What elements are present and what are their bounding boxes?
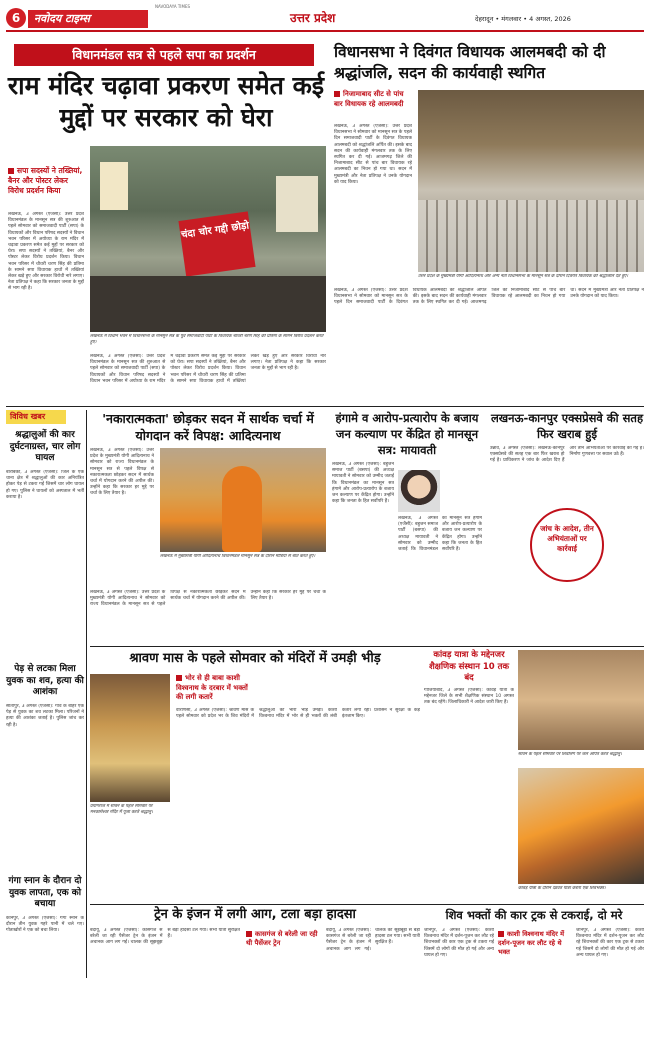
story6-headline: श्रावण मास के पहले सोमवार को मंदिरों में उमड़ी भीड़ bbox=[129, 651, 381, 666]
story2-subpoint: निजामाबाद सीट से पांच बार विधायक रहे आलमबदी bbox=[334, 90, 404, 108]
divider-h2 bbox=[90, 646, 644, 647]
story5-headline: लखनऊ-कानपुर एक्सप्रेसवे की सतह फिर खराब हुई bbox=[490, 411, 644, 441]
masthead-rule bbox=[6, 30, 644, 32]
story1-kicker: विधानमंडल सत्र से पहले सपा का प्रदर्शन bbox=[14, 44, 314, 66]
story3-headline: 'नकारात्मकता' छोड़कर सदन में सार्थक चर्चा में योगदान करें विपक्ष: आदित्यनाथ bbox=[102, 411, 314, 443]
story1-photo bbox=[90, 146, 326, 332]
page-number-badge: 6 bbox=[6, 8, 26, 28]
story10-body: जौनपुर, 3 अगस्त (एजैंसी): काशी विश्वनाथ मंदिर में दर्शन-पूजन कर लौट रहे शिवभक्तों की कार एक ट्रक से टकरा गई जिसमें दो लोगों की मौत हो गई और अन्य घायल हो गए। bbox=[424, 928, 494, 958]
placard-right bbox=[276, 176, 318, 232]
story9-body-more: बदायूं, 3 अगस्त (एजैंसी): कासगंज से बरेली जा रही पैसेंजर ट्रेन के इंजन में अचानक आग लग गई। चालक की सूझबूझ से बड़ा हादसा टल गया। सभी यात्री सुरक्षित हैं। bbox=[326, 928, 420, 952]
bullet-icon bbox=[334, 91, 340, 97]
story4-photo bbox=[398, 470, 440, 512]
story3-photo-caption: लखनऊ में मुख्यमंत्री योगी आदित्यनाथ विधानमंडल मानसून सत्र के दौरान मीडिया से बात करते हुए। bbox=[160, 554, 316, 559]
placard-red: चंदा चोर गद्दी छोड़ो bbox=[178, 211, 255, 276]
crowd-band bbox=[90, 276, 326, 332]
story2-body: लखनऊ, 3 अगस्त (एजैंसी): उत्तर प्रदेश विधानसभा ने सोमवार को मानसून सत्र के पहले दिन समाजवादी पार्टी के दिवंगत विधायक आलमबदी को श्रद्धांजलि अर्पित की। इसके बाद सदन की कार्यवाही मंगलवार तक के लिए स्थगित कर दी गई। आजमगढ़ जिले की निजामाबाद सीट से पांच बार विधायक रहे आलमबदी का निधन हो गया था। सदन में मुख्यमंत्री और नेता प्रतिपक्ष ने उनके योगदान को याद किया। bbox=[334, 124, 412, 185]
story-sp-protest bbox=[6, 42, 326, 402]
story2-photo bbox=[418, 90, 644, 272]
divider-h1 bbox=[6, 406, 644, 407]
story2-headline: विधानसभा ने दिवंगत विधायक आलमबदी को दी श्रद्धांजलि, सदन की कार्यवाही स्थगित bbox=[334, 43, 606, 82]
story6-subpoint: भोर से ही बाबा काशी विश्वनाथ के दरबार में भक्तों की लगी कतारें bbox=[176, 674, 248, 701]
story-devotees-photos bbox=[518, 650, 644, 900]
dateline: देहरादून • मंगलवार • 4 अगस्त, 2026 bbox=[475, 15, 571, 23]
bullet-icon bbox=[176, 675, 182, 681]
story-expressway bbox=[490, 410, 644, 642]
story4-body: लखनऊ, 3 अगस्त (एजैंसी): बहुजन समाज पार्टी (बसपा) की अध्यक्ष मायावती ने सोमवार को उम्मीद जताई कि विधानमंडल का मानसून सत्र हंगामे और आरोप-प्रत्यारोप के बजाय जन कल्याण पर केंद्रित होगा। उन्होंने कहा कि जनता के हित सर्वोपरि हैं। bbox=[332, 462, 394, 505]
divider-h3 bbox=[90, 904, 644, 905]
story9-body: बदायूं, 3 अगस्त (एजैंसी): कासगंज से बरेली जा रही पैसेंजर ट्रेन के इंजन में अचानक आग लग गई। चालक की सूझबूझ से बड़ा हादसा टल गया। सभी यात्री सुरक्षित हैं। bbox=[90, 928, 240, 946]
masthead bbox=[0, 0, 650, 40]
story1-subpoint: सपा सदस्यों ने तख्तियां, बैनर और पोस्टर लेकर विरोध प्रदर्शन किया bbox=[8, 166, 83, 195]
story1-headline: राम मंदिर चढ़ावा प्रकरण समेत कई मुद्दों पर सरकार को घेरा bbox=[7, 71, 325, 132]
story2-photo-caption: उत्तर प्रदेश के मुख्यमंत्री योगी आदित्यनाथ और अन्य नेता विधानसभा के मानसून सत्र के दौरान दिवंगत विधायक को श्रद्धांजलि देते हुए। bbox=[418, 274, 629, 279]
story4-headline: हंगामे व आरोप-प्रत्यारोप के बजाय जन कल्याण पर केंद्रित हो मानसून सत्र: मायावती bbox=[335, 411, 479, 457]
story5-body: उन्नाव, 3 अगस्त (एजैंसी): लखनऊ-कानपुर एक्सप्रेसवे की सतह एक बार फिर खराब हो गई है। प्राधिकरण ने जांच के आदेश दिए हैं और तीन अभियंताओं पर कार्रवाई की गई है। निर्माण गुणवत्ता पर सवाल उठे हैं। bbox=[490, 446, 644, 464]
divider-v1 bbox=[86, 410, 87, 978]
story1-body: लखनऊ, 3 अगस्त (एजैंसी): उत्तर प्रदेश विधानमंडल के मानसून सत्र की शुरुआत से पहले सोमवार को समाजवादी पार्टी (सपा) के विधायकों और विधान परिषद सदस्यों ने विधान भवन परिसर में अयोध्या के राम मंदिर में चढ़ावा प्रकरण समेत कई मुद्दों पर सरकार को घेरा। सपा सदस्यों ने तख्तियां, बैनर और पोस्टर लेकर विरोध प्रदर्शन किया। विधान भवन परिसर में चौधरी चरण सिंह की प्रतिमा के सामने सपा विधायक हाथों में तख्तियां लेकर खड़े हुए और सरकार विरोधी नारे लगाए। नेता प्रतिपक्ष ने कहा कि सरकार जनता के मुद्दों से भाग रही है। bbox=[8, 212, 84, 292]
story6-photo-caption: प्रयागराज में सावन के पहले सोमवार पर मनकामेश्वर मंदिर में पूजा करते श्रद्धालु। bbox=[90, 804, 153, 815]
story8-photo-caption-1: सावन के पहले सोमवार पर शिवलिंग पर जल अर्पित करते श्रद्धालु। bbox=[518, 752, 622, 757]
story3-photo bbox=[160, 448, 326, 552]
story7-body: गाजियाबाद, 3 अगस्त (एजैंसी): कांवड़ यात्रा के मद्देनजर जिले के सभी शैक्षणिक संस्थान 10 अगस्त तक बंद रहेंगे। जिलाधिकारी ने आदेश जारी किए हैं। bbox=[424, 688, 514, 706]
story10-headline: शिव भक्तों की कार ट्रक से टकराई, दो मरे bbox=[445, 908, 623, 922]
story6-photo bbox=[90, 674, 170, 802]
assembly-benches bbox=[418, 200, 644, 272]
story9-subpoint: कासगंज से बरेली जा रही थी पैसेंजर ट्रेन bbox=[246, 930, 318, 947]
sidebar-item-3-body: कानपुर, 3 अगस्त (एजैंसी): गंगा स्नान के दौरान तीन युवक गहरे पानी में चले गए। गोताखोरों ने एक को बचा लिया। bbox=[6, 916, 84, 934]
sidebar-item-2-body: सीतापुर, 3 अगस्त (एजैंसी): गांव के बाहर एक पेड़ से युवक का शव लटका मिला। परिजनों ने हत्या की आशंका जताई है। पुलिस जांच कर रही है। bbox=[6, 704, 84, 728]
bullet-icon bbox=[498, 931, 504, 937]
story10-body-more: जौनपुर, 3 अगस्त (एजैंसी): काशी विश्वनाथ मंदिर में दर्शन-पूजन कर लौट रहे शिवभक्तों की कार एक ट्रक से टकरा गई जिसमें दो लोगों की मौत हो गई और अन्य घायल हो गए। bbox=[576, 928, 644, 958]
story-mayawati bbox=[332, 410, 482, 642]
story4-body-more: लखनऊ, 3 अगस्त (एजैंसी): बहुजन समाज पार्टी (बसपा) की अध्यक्ष मायावती ने सोमवार को उम्मीद जताई कि विधानमंडल का मानसून सत्र हंगामे और आरोप-प्रत्यारोप के बजाय जन कल्याण पर केंद्रित होगा। उन्होंने कहा कि जनता के हित सर्वोपरि हैं। bbox=[398, 516, 482, 553]
sidebar-brief bbox=[6, 410, 84, 978]
story10-subpoint: काशी विश्वनाथ मंदिर में दर्शन-पूजन कर लौट रहे थे भक्त bbox=[498, 930, 565, 956]
sidebar-item-2-headline: पेड़ से लटका मिला युवक का शव, हत्या की आशंका bbox=[6, 664, 84, 697]
bullet-icon bbox=[8, 168, 14, 174]
story8-photo-caption-2: कांवड़ यात्रा के दौरान दंडवत यात्रा करता एक शिवभक्त। bbox=[518, 886, 606, 891]
story5-pull-quote: जांच के आदेश, तीन अभियंताओं पर कार्रवाई bbox=[530, 508, 604, 582]
story2-body-more: लखनऊ, 3 अगस्त (एजैंसी): उत्तर प्रदेश विधानसभा ने सोमवार को मानसून सत्र के पहले दिन समाजवादी पार्टी के दिवंगत विधायक आलमबदी को श्रद्धांजलि अर्पित की। इसके बाद सदन की कार्यवाही मंगलवार तक के लिए स्थगित कर दी गई। आजमगढ़ जिले की निजामाबाद सीट से पांच बार विधायक रहे आलमबदी का निधन हो गया था। सदन में मुख्यमंत्री और नेता प्रतिपक्ष ने उनके योगदान को याद किया। bbox=[334, 288, 644, 306]
story3-body-more: लखनऊ, 3 अगस्त (एजैंसी): उत्तर प्रदेश के मुख्यमंत्री योगी आदित्यनाथ ने सोमवार को राज्य विधानमंडल के मानसून सत्र से पहले विपक्ष से नकारात्मकता छोड़कर सदन में सार्थक चर्चा में योगदान करने की अपील की। उन्होंने कहा कि सरकार हर मुद्दे पर चर्चा के लिए तैयार है। bbox=[90, 590, 326, 608]
sidebar-item-1-headline: श्रद्धालुओं की कार दुर्घटनाग्रस्त, चार लोग घायल bbox=[9, 430, 81, 463]
story1-body-more: लखनऊ, 3 अगस्त (एजैंसी): उत्तर प्रदेश विधानमंडल के मानसून सत्र की शुरुआत से पहले सोमवार को समाजवादी पार्टी (सपा) के विधायकों और विधान परिषद सदस्यों ने विधान भवन परिसर में अयोध्या के राम मंदिर में चढ़ावा प्रकरण समेत कई मुद्दों पर सरकार को घेरा। सपा सदस्यों ने तख्तियां, बैनर और पोस्टर लेकर विरोध प्रदर्शन किया। विधान भवन परिसर में चौधरी चरण सिंह की प्रतिमा के सामने सपा विधायक हाथों में तख्तियां लेकर खड़े हुए और सरकार विरोधी नारे लगाए। नेता प्रतिपक्ष ने कहा कि सरकार जनता के मुद्दों से भाग रही है। bbox=[90, 354, 326, 384]
story3-body: लखनऊ, 3 अगस्त (एजैंसी): उत्तर प्रदेश के मुख्यमंत्री योगी आदित्यनाथ ने सोमवार को राज्य विधानमंडल के मानसून सत्र से पहले विपक्ष से नकारात्मकता छोड़कर सदन में सार्थक चर्चा में योगदान करने की अपील की। उन्होंने कहा कि सरकार हर मुद्दे पर चर्चा के लिए तैयार है। bbox=[90, 448, 154, 497]
story9-headline: ट्रेन के इंजन में लगी आग, टला बड़ा हादसा bbox=[154, 907, 356, 922]
story-tribute bbox=[334, 42, 644, 402]
story7-headline: कांवड़ यात्रा के मद्देनजर शैक्षणिक संस्थान 10 तक बंद bbox=[428, 650, 510, 683]
story1-photo-caption: लखनऊ में विधान भवन में विधानसभा के मानसून सत्र के पूर्व समाजवादी पार्टी के विधायक चौधरी चरण सिंह की प्रतिमा के सामने विरोध प्रदर्शन करते हुए। bbox=[90, 334, 324, 345]
story8-photo-1 bbox=[518, 650, 644, 750]
sidebar-item-3-headline: गंगा स्नान के दौरान दो युवक लापता, एक को बचाया bbox=[8, 876, 82, 909]
story-kanwar bbox=[424, 650, 514, 900]
story-train-fire bbox=[90, 906, 420, 1038]
cm-figure bbox=[222, 466, 262, 552]
story6-body: वाराणसी, 3 अगस्त (एजैंसी): श्रावण मास के पहले सोमवार को प्रदेश भर के शिव मंदिरों में श्रद्धालुओं की भारी भीड़ उमड़ी। काशी विश्वनाथ मंदिर में भोर से ही भक्तों की लंबी कतारें लगी रहीं। प्रशासन ने सुरक्षा के कड़े इंतजाम किए। bbox=[176, 708, 420, 720]
story8-photo-2 bbox=[518, 768, 644, 884]
sidebar-item-1-body: बाराबंकी, 3 अगस्त (एजैंसी): जिले के एक थाना क्षेत्र में श्रद्धालुओं की कार अनियंत्रित होकर पेड़ से टकरा गई जिसमें चार लोग घायल हो गए। पुलिस ने घायलों को अस्पताल में भर्ती कराया है। bbox=[6, 470, 84, 500]
story-car-accident bbox=[424, 906, 644, 1038]
brand-logo: नवोदय टाइम्स bbox=[28, 10, 148, 28]
placard-left bbox=[100, 162, 128, 210]
story-yogi bbox=[90, 410, 326, 642]
sidebar-label: विविध खबर bbox=[6, 410, 66, 424]
bullet-icon bbox=[246, 931, 252, 937]
brand-sub: NAVODAYA TIMES bbox=[155, 4, 191, 9]
section-title: उत्तर प्रदेश bbox=[290, 11, 336, 25]
story-shravan bbox=[90, 650, 420, 900]
